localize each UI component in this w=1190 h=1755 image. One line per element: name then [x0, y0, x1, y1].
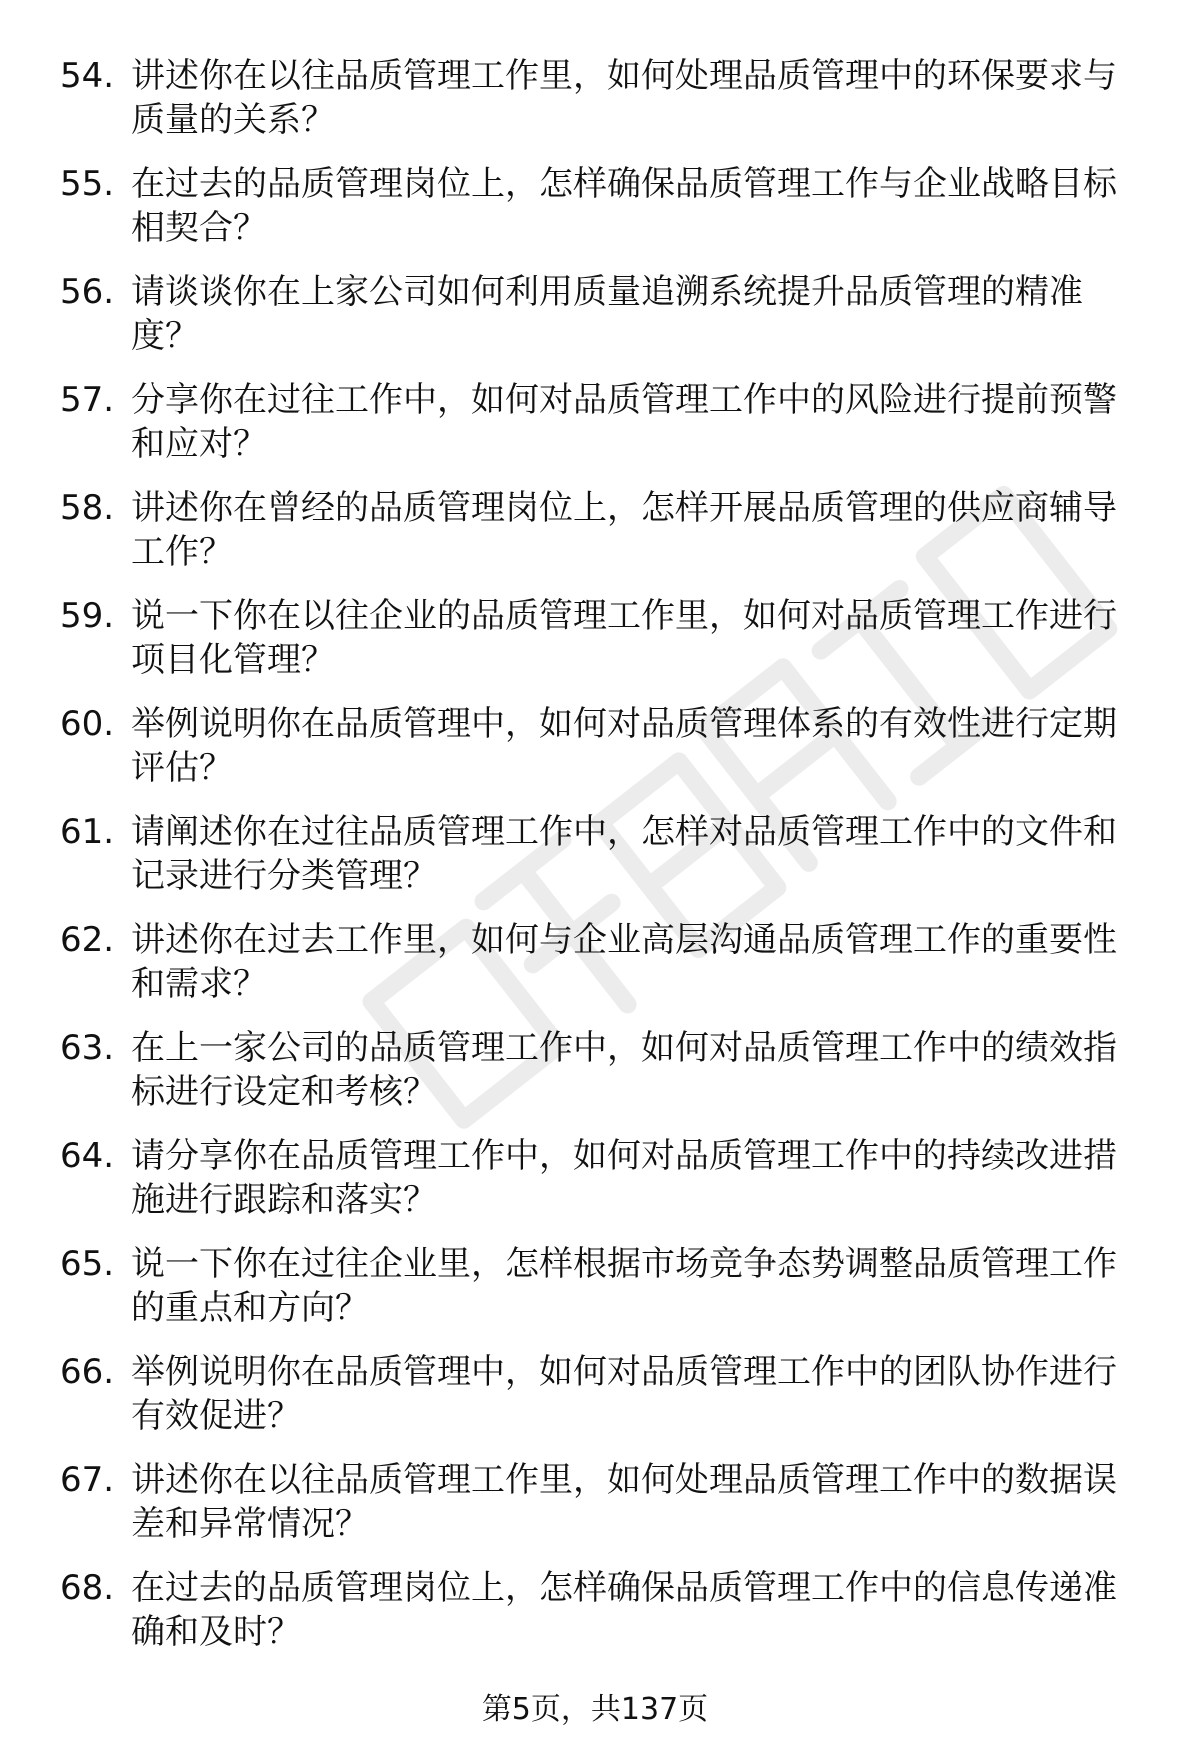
- question-text: 在过去的品质管理岗位上，怎样确保品质管理工作与企业战略目标相契合？: [131, 164, 1117, 248]
- question-text: 说一下你在以往企业的品质管理工作里，如何对品质管理工作进行项目化管理？: [131, 596, 1117, 680]
- question-number: 61.: [60, 812, 115, 852]
- question-text: 讲述你在曾经的品质管理岗位上，怎样开展品质管理的供应商辅导工作？: [131, 488, 1117, 572]
- question-text: 讲述你在以往品质管理工作里，如何处理品质管理工作中的数据误差和异常情况？: [131, 1460, 1117, 1544]
- question-item: [0, 1566, 1190, 1674]
- question-number: 68.: [60, 1568, 115, 1608]
- question-number: 56.: [60, 272, 115, 312]
- question-text: 讲述你在过去工作里，如何与企业高层沟通品质管理工作的重要性和需求？: [131, 920, 1117, 1004]
- question-text: 请分享你在品质管理工作中，如何对品质管理工作中的持续改进措施进行跟踪和落实？: [131, 1136, 1117, 1220]
- question-number: 65.: [60, 1244, 115, 1284]
- question-item: [0, 1458, 1190, 1566]
- question-text: 分享你在过往工作中，如何对品质管理工作中的风险进行提前预警和应对？: [131, 380, 1117, 464]
- question-number: 59.: [60, 596, 115, 636]
- question-text: 举例说明你在品质管理中，如何对品质管理工作中的团队协作进行有效促进？: [131, 1352, 1117, 1436]
- question-item: [0, 702, 1190, 810]
- question-text: 在上一家公司的品质管理工作中，如何对品质管理工作中的绩效指标进行设定和考核？: [131, 1028, 1117, 1112]
- question-item: [0, 54, 1190, 162]
- question-item: [0, 918, 1190, 1026]
- question-item: [0, 486, 1190, 594]
- question-item: [0, 1026, 1190, 1134]
- question-number: 64.: [60, 1136, 115, 1176]
- question-text: 讲述你在以往品质管理工作里，如何处理品质管理中的环保要求与质量的关系？: [131, 56, 1117, 140]
- question-number: 62.: [60, 920, 115, 960]
- question-number: 67.: [60, 1460, 115, 1500]
- question-text: 请阐述你在过往品质管理工作中，怎样对品质管理工作中的文件和记录进行分类管理？: [131, 812, 1117, 896]
- question-item: [0, 162, 1190, 270]
- question-item: [0, 594, 1190, 702]
- question-text: 请谈谈你在上家公司如何利用质量追溯系统提升品质管理的精准度？: [131, 272, 1083, 356]
- question-text: 说一下你在过往企业里，怎样根据市场竞争态势调整品质管理工作的重点和方向？: [131, 1244, 1117, 1328]
- question-item: [0, 1134, 1190, 1242]
- question-item: [0, 1242, 1190, 1350]
- question-number: 57.: [60, 380, 115, 420]
- question-text: 在过去的品质管理岗位上，怎样确保品质管理工作中的信息传递准确和及时？: [131, 1568, 1117, 1652]
- question-number: 54.: [60, 56, 115, 96]
- question-item: [0, 1350, 1190, 1458]
- question-number: 63.: [60, 1028, 115, 1068]
- page-number-label: 第5页，共137页: [481, 1692, 709, 1727]
- question-number: 60.: [60, 704, 115, 744]
- question-text: 举例说明你在品质管理中，如何对品质管理体系的有效性进行定期评估？: [131, 704, 1117, 788]
- question-item: [0, 270, 1190, 378]
- page-footer: [0, 1690, 1190, 1730]
- question-item: [0, 810, 1190, 918]
- question-list: [0, 54, 1190, 1674]
- question-number: 58.: [60, 488, 115, 528]
- question-number: 55.: [60, 164, 115, 204]
- question-item: [0, 378, 1190, 486]
- question-number: 66.: [60, 1352, 115, 1392]
